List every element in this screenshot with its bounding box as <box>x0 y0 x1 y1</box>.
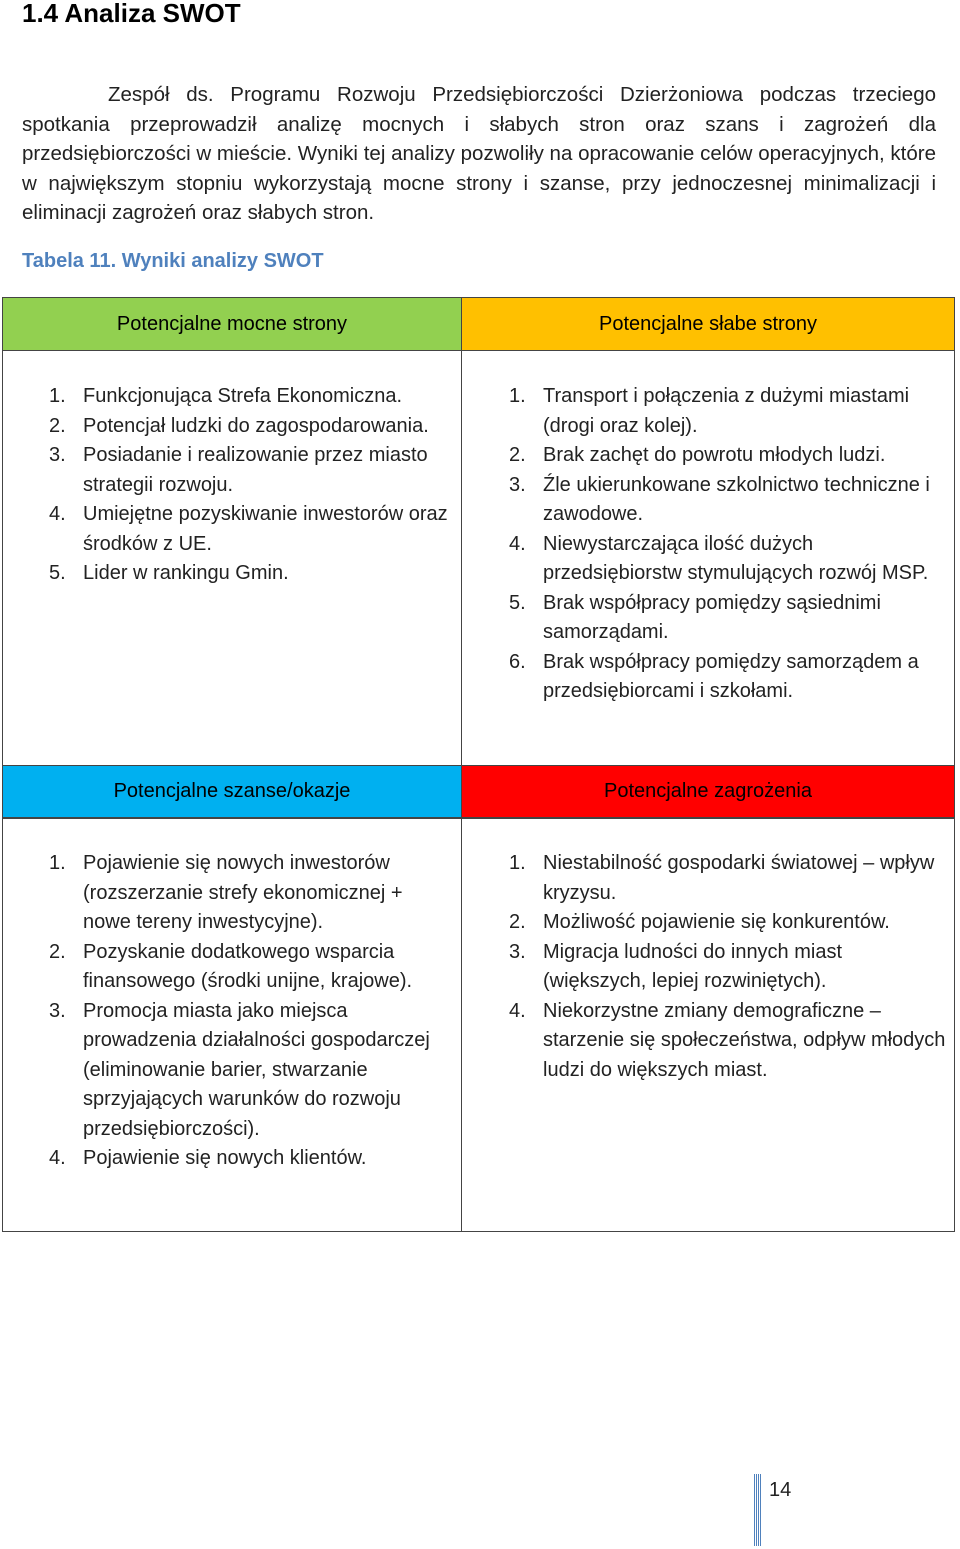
item-number: 3. <box>49 444 66 466</box>
item-text: Posiadanie i realizowanie przez miasto strategii rozwoju. <box>83 444 428 496</box>
item-number: 4. <box>509 532 526 555</box>
weaknesses-list <box>509 382 949 707</box>
strengths-list <box>49 382 449 589</box>
item-text: Potencjał ludzki do zagospodarowania. <box>83 414 429 437</box>
strengths-header: Potencjalne mocne strony <box>3 298 461 351</box>
item-text: Funkcjonująca Strefa Ekonomiczna. <box>83 385 403 407</box>
list-item <box>49 1144 449 1174</box>
threats-list <box>509 849 949 1085</box>
item-number: 1. <box>49 385 66 407</box>
list-item <box>49 559 449 589</box>
list-item <box>49 382 449 412</box>
intro-paragraph: Zespół ds. Programu Rozwoju Przedsiębiorczości Dzierżoniowa podczas trzeciego spotkania przeprowadził analizę mocnych i słabych stron oraz szans i zagrożeń dla przedsiębiorczości w mieście. Wyniki tej analizy pozwoliły na opracowanie celów operacyjnych, które w największym stopniu wykorzystają mocne strony i szanse, przy jednoczesnej minimalizacji i eliminacji zagrożeń oraz słabych stron. <box>22 83 936 224</box>
page-number-block <box>754 1474 810 1546</box>
opportunities-header: Potencjalne szanse/okazje <box>3 765 461 818</box>
threats-header: Potencjalne zagrożenia <box>462 765 954 818</box>
item-number: 3. <box>509 473 526 496</box>
item-number: 4. <box>509 999 526 1022</box>
list-item <box>509 648 949 707</box>
item-text: Możliwość pojawienie się konkurentów. <box>543 911 890 933</box>
item-text: Promocja miasta jako miejsca prowadzenia działalności gospodarczej (eliminowanie barier, stwarzanie sprzyjających warunków do rozwoju przedsiębiorczości). <box>83 999 430 1140</box>
swot-table <box>2 297 955 1232</box>
item-text: Umiejętne pozyskiwanie inwestorów oraz środków z UE. <box>83 503 448 555</box>
item-text: Transport i połączenia z dużymi miastami (drogi oraz kolej). <box>543 385 910 437</box>
item-number: 1. <box>509 385 526 407</box>
item-number: 2. <box>49 940 66 963</box>
list-item <box>509 530 949 589</box>
item-number: 3. <box>49 999 66 1022</box>
item-text: Brak współpracy pomiędzy samorządem a przedsiębiorcami i szkołami. <box>543 650 919 702</box>
item-text: Źle ukierunkowane szkolnictwo techniczne i zawodowe. <box>543 473 930 525</box>
item-number: 1. <box>49 852 66 874</box>
list-item <box>509 441 949 471</box>
list-item <box>49 849 449 938</box>
item-number: 4. <box>49 503 66 525</box>
list-item <box>509 382 949 441</box>
list-item <box>509 849 949 908</box>
weaknesses-header: Potencjalne słabe strony <box>462 298 954 351</box>
list-item <box>509 938 949 997</box>
item-number: 3. <box>509 940 526 963</box>
item-number: 6. <box>509 650 526 673</box>
item-text: Pojawienie się nowych inwestorów (rozszerzanie strefy ekonomicznej + nowe tereny inwestycyjne). <box>83 852 403 933</box>
item-text: Pojawienie się nowych klientów. <box>83 1147 367 1169</box>
item-text: Niestabilność gospodarki światowej – wpływ kryzysu. <box>543 852 935 904</box>
item-text: Niewystarczająca ilość dużych przedsiębiorstw stymulujących rozwój MSP. <box>543 532 929 584</box>
item-number: 2. <box>509 444 526 466</box>
item-number: 5. <box>509 591 526 614</box>
opportunities-list <box>49 849 449 1174</box>
list-item <box>49 441 449 500</box>
item-number: 5. <box>49 562 66 584</box>
list-item <box>49 997 449 1145</box>
table-caption: Tabela 11. Wyniki analizy SWOT <box>22 250 324 272</box>
row-divider-bottom <box>3 818 954 819</box>
item-number: 2. <box>49 414 66 437</box>
item-text: Brak zachęt do powrotu młodych ludzi. <box>543 444 886 466</box>
page-number: 14 <box>769 1479 792 1501</box>
item-text: Pozyskanie dodatkowego wsparcia finansowego (środki unijne, krajowe). <box>83 940 413 992</box>
list-item <box>49 500 449 559</box>
item-number: 2. <box>509 911 526 933</box>
item-text: Lider w rankingu Gmin. <box>83 562 289 584</box>
list-item <box>49 938 449 997</box>
list-item <box>49 412 449 442</box>
list-item <box>509 471 949 530</box>
list-item <box>509 589 949 648</box>
section-heading: 1.4 Analiza SWOT <box>22 0 241 28</box>
item-text: Brak współpracy pomiędzy sąsiednimi samorządami. <box>543 591 881 643</box>
page-number-ornament <box>754 1474 761 1546</box>
list-item <box>509 997 949 1086</box>
item-text: Niekorzystne zmiany demograficzne – starzenie się społeczeństwa, odpływ młodych ludzi do większych miast. <box>543 999 946 1081</box>
item-text: Migracja ludności do innych miast (większych, lepiej rozwiniętych). <box>543 940 843 992</box>
list-item <box>509 908 949 938</box>
item-number: 4. <box>49 1147 66 1169</box>
item-number: 1. <box>509 852 526 874</box>
